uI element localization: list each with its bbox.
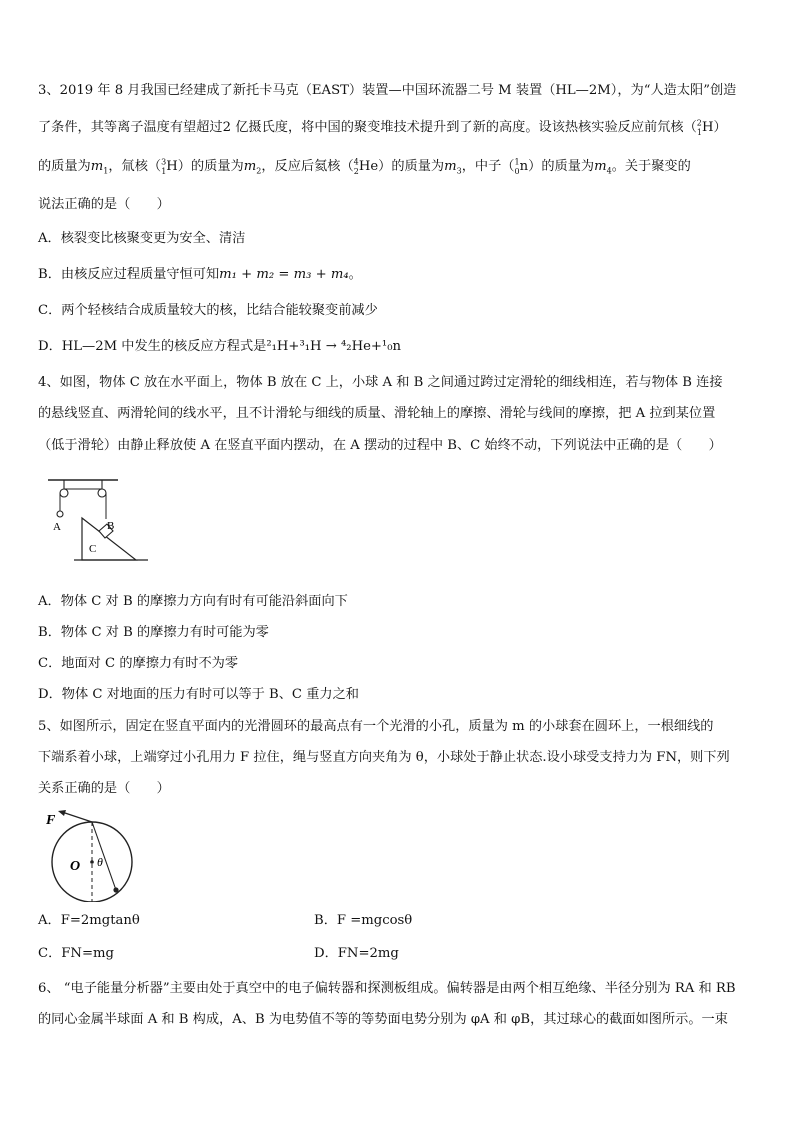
q3-line-3-c: H）的质量为 xyxy=(166,159,244,174)
q3-iso-h2-charge: 1 xyxy=(696,127,702,137)
q4-line-2: 的悬线竖直、两滑轮间的线水平，且不计滑轮与细线的质量、滑轮轴上的摩擦、滑轮与线间的摩擦，把 A 拉到某位置 xyxy=(38,406,716,421)
q5-line-3: 关系正确的是（ ） xyxy=(38,781,170,796)
q3-m4-sub: 4 xyxy=(606,166,612,176)
q3-option-b xyxy=(38,266,362,284)
q3-line-4: 说法正确的是（ ） xyxy=(38,197,170,212)
q5-line-2: 下端系着小球，上端穿过小孔用力 F 拉住，绳与竖直方向夹角为 θ，小球处于静止状态.设小球受支持力为 FN，则下列 xyxy=(38,750,730,765)
q5-option-c: C．FN=mg xyxy=(38,946,114,961)
q6-line-2: 的同心金属半球面 A 和 B 构成，A、B 为电势值不等的等势面电势分别为 φA 和 φB，其过球心的截面如图所示。一束 xyxy=(38,1012,728,1027)
q6-line-1: 6、 “电子能量分析器”主要由处于真空中的电子偏转器和探测板组成。偏转器是由两个相互绝缘、半径分别为 RA 和 RB xyxy=(38,981,736,996)
q3-option-a: A．核裂变比核聚变更为安全、清洁 xyxy=(38,231,246,246)
q5-figure xyxy=(42,808,142,902)
q3-option-b-end: 。 xyxy=(348,267,362,282)
q3-line-3 xyxy=(38,158,691,176)
q5-line-1: 5、如图所示，固定在竖直平面内的光滑圆环的最高点有一个光滑的小孔，质量为 m 的小球套在圆环上，一根细线的 xyxy=(38,719,714,734)
q3-line-3-a: 的质量为 xyxy=(38,159,91,174)
q3-option-d-text: D．HL—2M 中发生的核反应方程式是 xyxy=(38,339,267,354)
ball-a xyxy=(57,511,63,517)
q4-figure xyxy=(44,474,154,570)
q3-iso-n-mass: 1 xyxy=(514,157,520,167)
q3-option-d-equation: ²₁H+³₁H → ⁴₂He+¹₀n xyxy=(266,339,401,354)
q3-option-d xyxy=(38,338,401,356)
q5-option-b: B．F =mgcosθ xyxy=(314,913,413,928)
q3-iso-he-mass: 4 xyxy=(353,157,359,167)
q4-option-a: A．物体 C 对 B 的摩擦力方向有时有可能沿斜面向下 xyxy=(38,594,348,609)
q5-option-a: A．F=2mgtanθ xyxy=(38,913,140,928)
q4-option-c: C．地面对 C 的摩擦力有时不为零 xyxy=(38,656,239,671)
q3-iso-h3-charge: 1 xyxy=(161,166,167,176)
q3-iso-h3-mass: 3 xyxy=(161,157,167,167)
q3-line-3-e: He）的质量为 xyxy=(358,159,445,174)
left-pulley xyxy=(60,489,68,497)
q4-option-b: B．物体 C 对 B 的摩擦力有时可能为零 xyxy=(38,625,269,640)
q3-m2: m xyxy=(243,159,257,174)
q3-line-1: 3、2019 年 8 月我国已经建成了新托卡马克（EAST）装置—中国环流器二号 M 装置（HL—2M），为“人造太阳”创造 xyxy=(38,83,737,98)
q3-line-3-b: ，氚核（ xyxy=(108,159,162,174)
ball xyxy=(113,887,118,892)
q3-line-3-h: 。关于聚变的 xyxy=(611,159,691,174)
label-a: A xyxy=(53,521,61,533)
q3-m1-sub: 1 xyxy=(103,166,109,176)
right-pulley xyxy=(98,489,106,497)
q3-iso-h2-mass: 2 xyxy=(696,118,702,128)
q4-line-3: （低于滑轮）由静止释放使 A 在竖直平面内摆动，在 A 摆动的过程中 B、C 始终不动，下列说法中正确的是（ ） xyxy=(38,438,722,453)
q3-line-3-d: ，反应后氦核（ xyxy=(261,159,354,174)
q3-line-2 xyxy=(38,119,727,137)
q3-m2-sub: 2 xyxy=(256,166,262,176)
q3-option-c: C．两个轻核结合成质量较大的核，比结合能较聚变前减少 xyxy=(38,303,378,318)
label-f: F xyxy=(46,813,56,828)
q3-line-3-f: ，中子（ xyxy=(461,159,515,174)
label-o: O xyxy=(70,859,81,874)
label-b: B xyxy=(107,520,115,532)
label-theta: θ xyxy=(97,855,103,869)
arrow-head xyxy=(58,810,66,816)
q3-option-b-text: B．由核反应过程质量守恒可知 xyxy=(38,267,220,282)
q3-m3: m xyxy=(444,159,457,174)
q3-line-2-text: 了条件，其等离子温度有望超过2 亿摄氏度，将中国的聚变堆技术提升到了新的高度。设该热核实验反应前氘核（ xyxy=(38,120,697,135)
q3-m1: m xyxy=(90,159,104,174)
q3-line-3-g: n）的质量为 xyxy=(519,159,595,174)
q3-line-2-end: H） xyxy=(701,120,727,135)
q3-iso-n-charge: 0 xyxy=(514,166,520,176)
q4-option-d: D．物体 C 对地面的压力有时可以等于 B、C 重力之和 xyxy=(38,687,359,702)
q4-line-1: 4、如图，物体 C 放在水平面上，物体 B 放在 C 上，小球 A 和 B 之间通过跨过定滑轮的细线相连，若与物体 B 连接 xyxy=(38,375,723,390)
q3-iso-he-charge: 2 xyxy=(353,166,359,176)
q3-option-b-equation: m₁ + m₂ = m₃ + m₄ xyxy=(219,267,349,282)
label-c: C xyxy=(89,543,97,555)
q5-option-d: D．FN=2mg xyxy=(314,946,399,961)
q3-m4: m xyxy=(594,159,607,174)
q3-m3-sub: 3 xyxy=(456,166,462,176)
